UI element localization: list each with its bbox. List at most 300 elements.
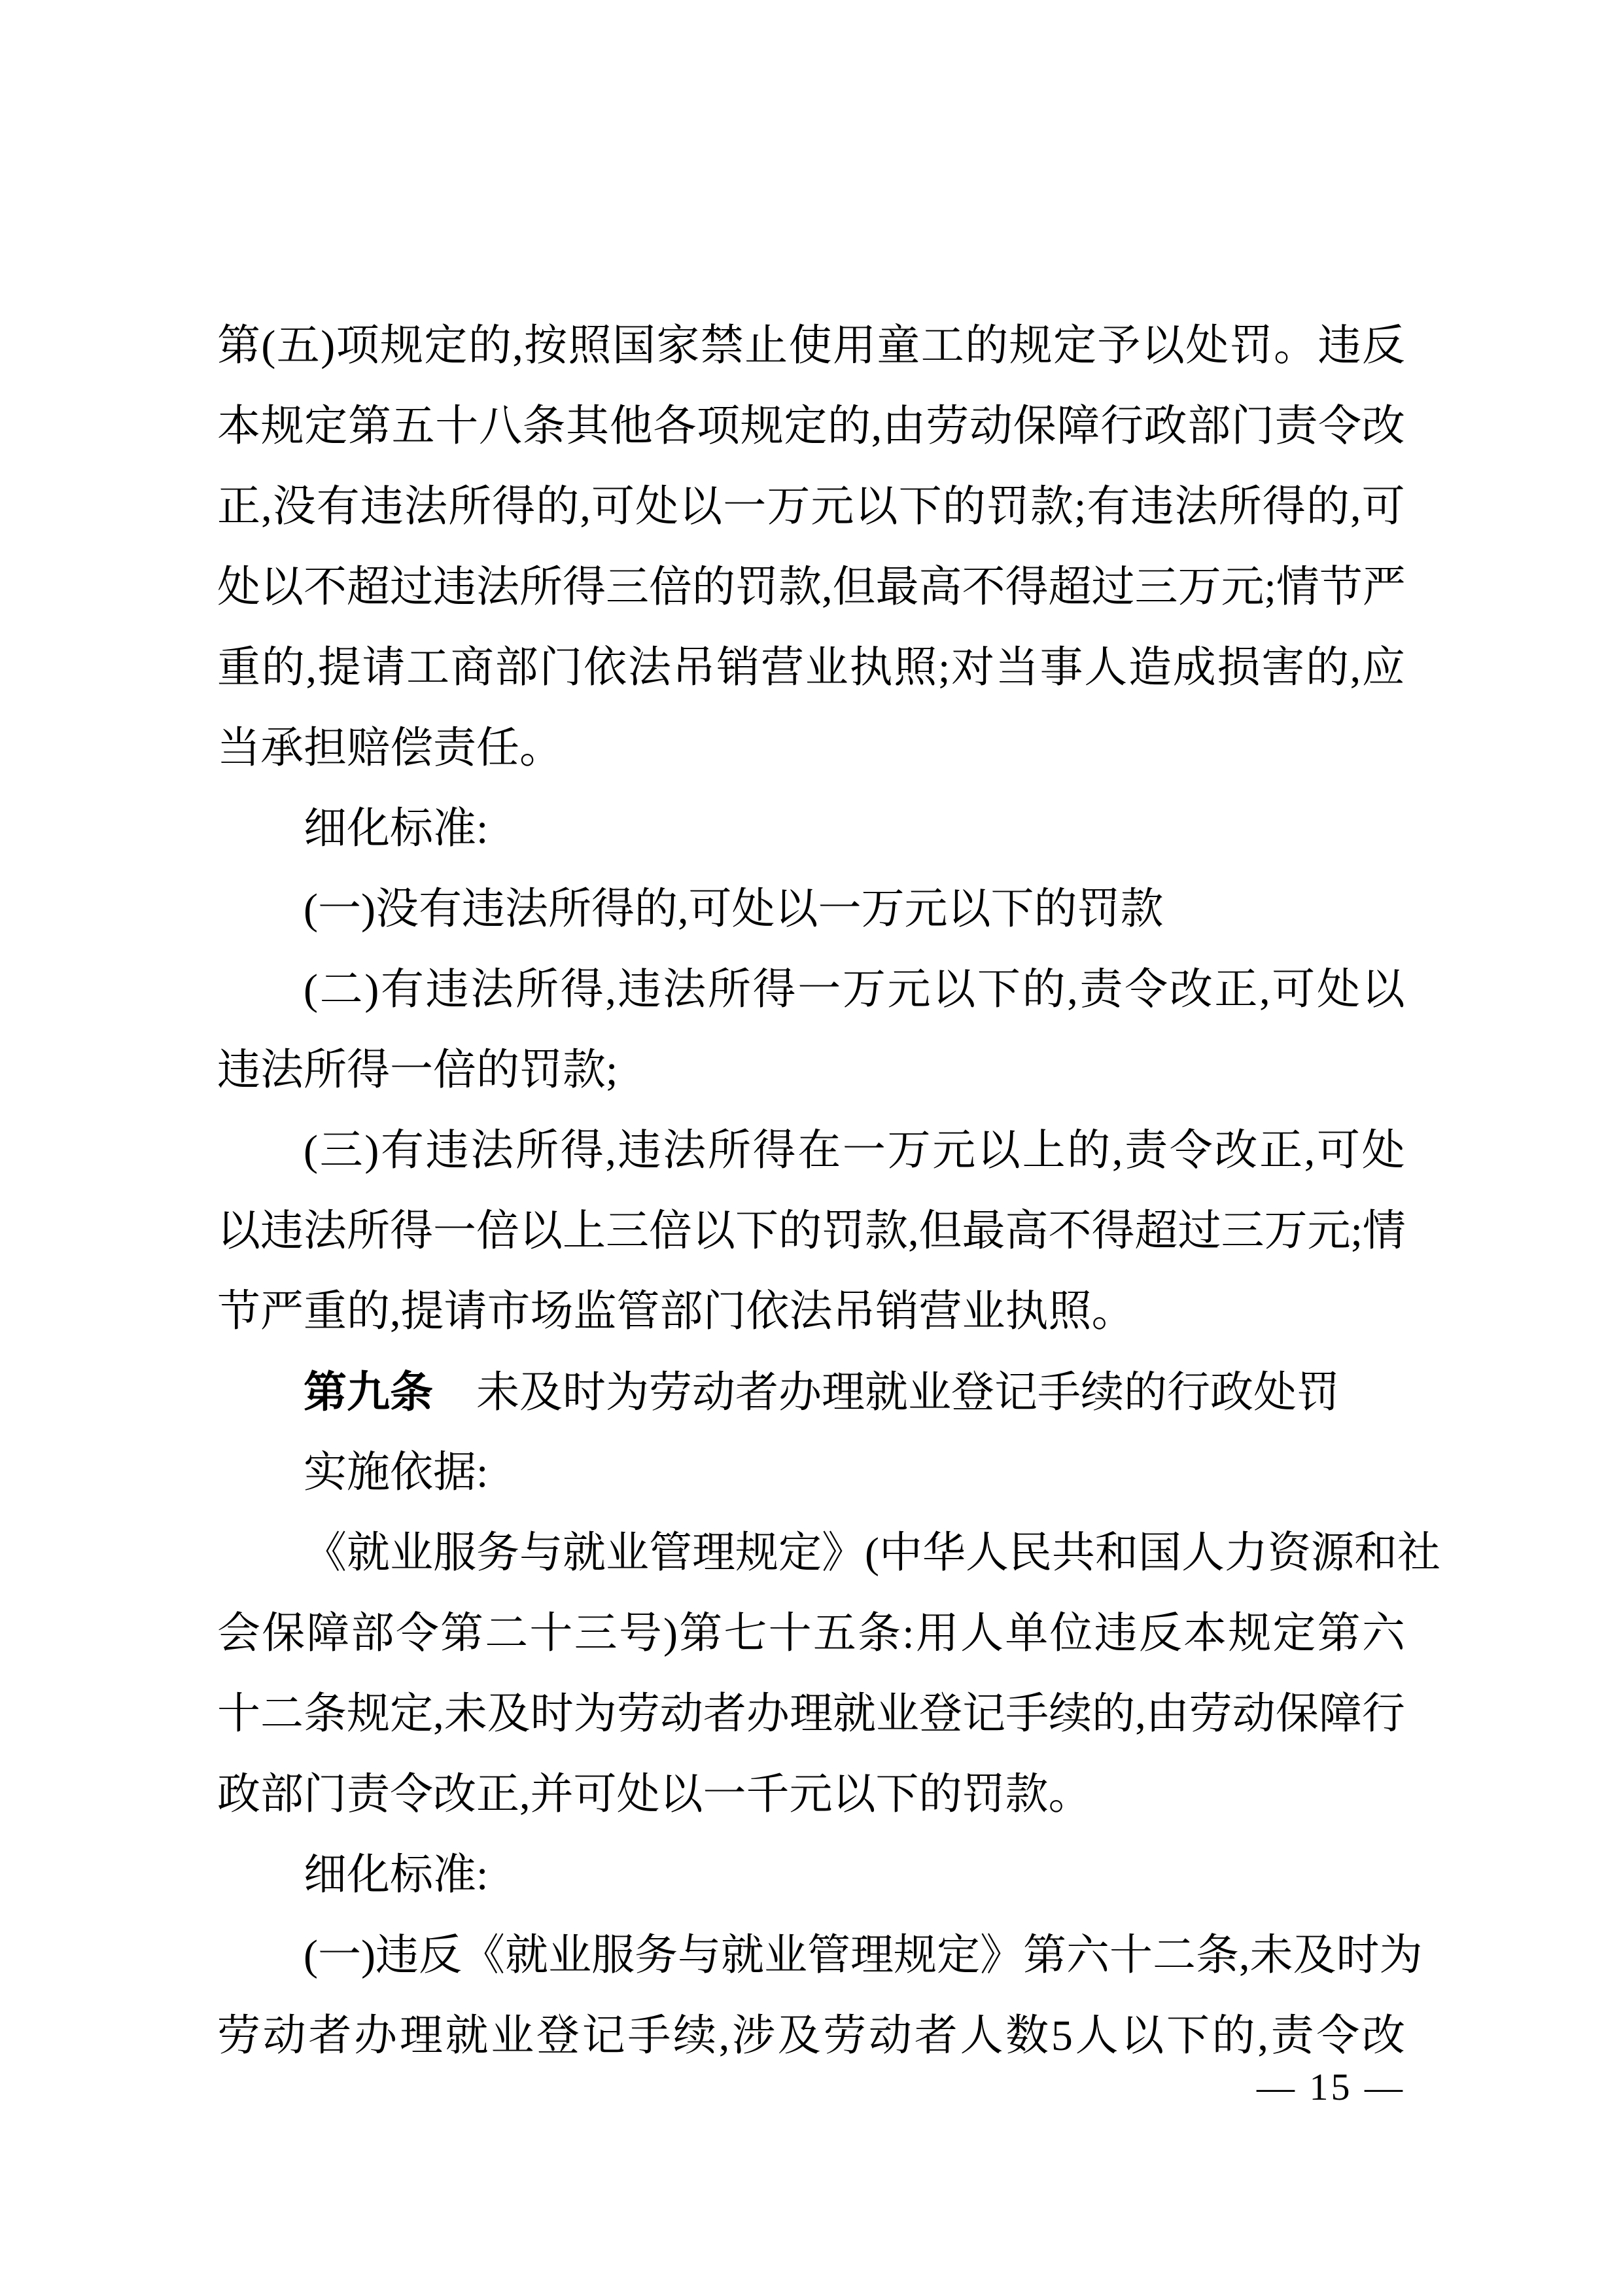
glyph: 号 (618, 1610, 662, 1657)
glyph: 违 (1318, 322, 1361, 370)
glyph: 所 (707, 966, 751, 1014)
text-line: 细化标准: (304, 805, 489, 853)
glyph: , (1350, 483, 1361, 531)
glyph: 以 (217, 1207, 260, 1255)
glyph: 正 (1259, 1127, 1303, 1174)
glyph: 门 (1230, 402, 1274, 450)
text-line (217, 627, 1405, 708)
glyph: 超 (1134, 1207, 1178, 1255)
glyph: 万 (887, 1127, 931, 1174)
glyph: 家 (656, 322, 700, 370)
glyph: 违 (425, 1127, 469, 1174)
glyph: , (718, 2012, 730, 2060)
glyph: 倍 (649, 563, 692, 611)
glyph: 共 (1051, 1529, 1095, 1577)
glyph: 位 (1049, 1610, 1093, 1657)
glyph: 所 (448, 483, 492, 531)
glyph: 十 (217, 1690, 260, 1738)
glyph: 就 (720, 1932, 764, 1979)
glyph: , (433, 1690, 444, 1738)
glyph: 情 (1276, 563, 1319, 611)
glyph: 业 (491, 2012, 534, 2060)
glyph: 违 (260, 1207, 304, 1255)
glyph: , (605, 966, 616, 1014)
glyph: 以 (1361, 966, 1405, 1014)
glyph: 以 (1121, 2012, 1164, 2060)
glyph: 超 (1048, 563, 1092, 611)
glyph: 民 (1008, 1529, 1052, 1577)
glyph: 人 (1075, 2012, 1119, 2060)
glyph: 》 (979, 1932, 1023, 1979)
glyph: 行 (1100, 402, 1143, 450)
glyph: 反 (418, 1932, 462, 1979)
glyph: 本 (1183, 1610, 1227, 1657)
glyph: 的 (942, 483, 986, 531)
glyph: 在 (797, 1127, 841, 1174)
glyph: 以 (260, 563, 304, 611)
glyph: 未 (1249, 1932, 1293, 1979)
glyph: 规 (893, 1932, 937, 1979)
glyph: 童 (877, 322, 920, 370)
glyph: 所 (707, 1127, 751, 1174)
glyph: 违 (375, 1932, 419, 1979)
glyph: 下 (977, 966, 1021, 1014)
glyph: 得 (1005, 563, 1049, 611)
glyph: ) (364, 1127, 379, 1174)
glyph: 劳 (926, 402, 969, 450)
glyph: 的 (1306, 483, 1350, 531)
glyph: 定 (936, 1932, 980, 1979)
glyph: 第 (217, 322, 260, 370)
glyph: 五 (391, 402, 435, 450)
glyph: 政 (1143, 402, 1187, 450)
glyph: 保 (1275, 1690, 1319, 1738)
glyph: 处 (1361, 1127, 1405, 1174)
glyph: 业 (390, 1529, 433, 1577)
glyph: 规 (1009, 322, 1053, 370)
glyph: 《 (461, 1932, 505, 1979)
glyph: 违 (360, 483, 404, 531)
glyph: 损 (1217, 644, 1261, 692)
glyph: 下 (735, 1207, 778, 1255)
glyph: ( (304, 1932, 318, 1979)
glyph: 各 (653, 402, 697, 450)
glyph: 就 (347, 1529, 390, 1577)
glyph: 不 (1048, 1207, 1092, 1255)
glyph: , (605, 1127, 616, 1174)
glyph: 造 (1128, 644, 1172, 692)
glyph: 第 (1022, 1932, 1066, 1979)
glyph: 严 (1362, 563, 1406, 611)
glyph: , (1067, 966, 1078, 1014)
glyph: , (908, 1207, 919, 1255)
glyph: 三 (1221, 1207, 1265, 1255)
glyph: 处 (1316, 966, 1360, 1014)
glyph: 可 (591, 483, 635, 531)
glyph: 五 (276, 322, 320, 370)
glyph: 理 (850, 1932, 894, 1979)
glyph: 的 (468, 322, 512, 370)
glyph: 上 (1022, 1127, 1066, 1174)
glyph: 劳 (1189, 1690, 1232, 1738)
glyph: 可 (1316, 1127, 1360, 1174)
glyph: 一 (723, 483, 767, 531)
glyph: 可 (1361, 483, 1405, 531)
text-line (217, 1513, 1440, 1593)
glyph: 令 (395, 1610, 439, 1657)
glyph: 源 (1310, 1529, 1354, 1577)
glyph: 和 (1353, 1529, 1397, 1577)
glyph: 倍 (649, 1207, 692, 1255)
glyph: 万 (1178, 563, 1221, 611)
glyph: , (1259, 966, 1270, 1014)
glyph: 手 (1005, 1690, 1049, 1738)
glyph: 规 (1228, 1610, 1272, 1657)
glyph: 得 (492, 483, 536, 531)
glyph: 以 (692, 1207, 735, 1255)
glyph: , (1257, 2012, 1268, 2060)
glyph: 责 (1125, 1127, 1168, 1174)
text-line: 细化标准: (304, 1851, 489, 1899)
glyph: 工 (920, 322, 964, 370)
glyph: 正 (1214, 966, 1258, 1014)
glyph: , (1350, 644, 1361, 692)
glyph: 续 (1049, 1690, 1092, 1738)
glyph: 六 (1361, 1610, 1405, 1657)
glyph: , (871, 402, 882, 450)
glyph: 的 (261, 644, 305, 692)
glyph: 最 (962, 1207, 1005, 1255)
text-line (217, 1110, 1405, 1191)
glyph: 三 (606, 563, 649, 611)
glyph: 动 (659, 1690, 703, 1738)
glyph: 障 (1318, 1690, 1362, 1738)
glyph: 责 (1079, 966, 1123, 1014)
glyph: 执 (849, 644, 893, 692)
glyph: 障 (306, 1610, 350, 1657)
glyph: 业 (805, 644, 848, 692)
glyph: 万 (767, 483, 811, 531)
glyph: ; (1350, 1207, 1363, 1255)
text-line: 节严重的,提请市场监管部门依法吊销营业执照。 (217, 1288, 1135, 1335)
glyph: ; (1264, 563, 1276, 611)
glyph: 定 (1053, 322, 1096, 370)
glyph: 十 (529, 1610, 573, 1657)
glyph: 条 (304, 1690, 347, 1738)
glyph: 有 (1087, 483, 1130, 531)
glyph: 令 (1316, 2012, 1360, 2060)
glyph: 务 (476, 1529, 519, 1577)
glyph: 违 (618, 1127, 661, 1174)
glyph: 就 (445, 2012, 489, 2060)
glyph: 定 (390, 1690, 434, 1738)
glyph: 二 (485, 1610, 529, 1657)
glyph: 违 (433, 563, 476, 611)
document-body (217, 306, 1440, 2076)
glyph: 部 (351, 1610, 394, 1657)
glyph: 定 (1272, 1610, 1316, 1657)
glyph: 劳 (823, 2012, 867, 2060)
glyph: 没 (272, 483, 316, 531)
glyph: 以 (519, 1207, 563, 1255)
glyph: 万 (842, 966, 886, 1014)
glyph: 由 (882, 402, 926, 450)
glyph: 罚 (1229, 322, 1273, 370)
glyph: 予 (1097, 322, 1141, 370)
glyph: 处 (217, 563, 260, 611)
glyph: 的 (778, 1207, 822, 1255)
glyph: 及 (1293, 1932, 1336, 1979)
glyph: 规 (740, 402, 784, 450)
glyph: 反 (1138, 1610, 1182, 1657)
glyph: 规 (735, 1529, 778, 1577)
glyph: , (261, 483, 272, 531)
glyph: 止 (744, 322, 788, 370)
glyph: 时 (530, 1690, 574, 1738)
glyph: 人 (960, 2012, 1003, 2060)
glyph: 就 (563, 1529, 606, 1577)
glyph: 得 (560, 966, 604, 1014)
glyph: 的 (536, 483, 580, 531)
glyph: 单 (1005, 1610, 1049, 1657)
glyph: 令 (1169, 1127, 1213, 1174)
glyph: 违 (425, 966, 469, 1014)
glyph: 应 (1361, 644, 1405, 692)
glyph: 罚 (735, 563, 778, 611)
glyph: 违 (1130, 483, 1174, 531)
glyph: 中 (879, 1529, 922, 1577)
text-line: 政部门责令改正,并可处以一千元以下的罚款。 (217, 1771, 1092, 1818)
glyph: , (305, 644, 317, 692)
glyph: 门 (539, 644, 583, 692)
glyph: 登 (919, 1690, 963, 1738)
glyph: 二 (1152, 1932, 1196, 1979)
glyph: 照 (568, 322, 612, 370)
glyph: 有 (380, 966, 424, 1014)
glyph: 定 (784, 402, 828, 450)
article-number: 第九条 (304, 1368, 433, 1416)
glyph: 理 (692, 1529, 735, 1577)
glyph: 保 (1013, 402, 1056, 450)
glyph: 的 (1092, 1690, 1136, 1738)
glyph: 为 (573, 1690, 617, 1738)
glyph: 商 (450, 644, 494, 692)
glyph: 以 (977, 1127, 1021, 1174)
glyph: 一 (433, 1207, 476, 1255)
glyph: 令 (1125, 966, 1168, 1014)
glyph: 所 (347, 1207, 390, 1255)
glyph: 事 (1039, 644, 1083, 692)
glyph: , (512, 322, 523, 370)
glyph: 力 (1224, 1529, 1268, 1577)
glyph: 他 (609, 402, 653, 450)
glyph: 理 (789, 1690, 833, 1738)
text-line: (一)没有违法所得的,可处以一万元以下的罚款 (304, 885, 1164, 933)
text-line: 违法所得一倍的罚款; (217, 1046, 618, 1094)
glyph: 的 (827, 402, 871, 450)
glyph: 法 (663, 966, 707, 1014)
glyph: 情 (1362, 1207, 1406, 1255)
glyph: 的 (1067, 1127, 1111, 1174)
text-line (217, 386, 1405, 467)
glyph: 所 (515, 1127, 559, 1174)
article-heading: 未及时为劳动者办理就业登记手续的行政处罚 (476, 1369, 1340, 1417)
glyph: 元 (932, 1127, 976, 1174)
glyph: 条 (1195, 1932, 1239, 1979)
glyph: 5 (1051, 2012, 1073, 2060)
page-number: — 15 — (1257, 2066, 1405, 2108)
text-line (217, 467, 1405, 547)
glyph: , (1111, 1127, 1123, 1174)
glyph: 法 (476, 563, 519, 611)
glyph: 办 (746, 1690, 790, 1738)
glyph: 罚 (986, 483, 1030, 531)
glyph: 动 (969, 402, 1013, 450)
glyph: 社 (1397, 1529, 1440, 1577)
glyph: 续 (673, 2012, 717, 2060)
glyph: 者 (703, 1690, 746, 1738)
glyph: 法 (663, 1127, 707, 1174)
glyph: 华 (922, 1529, 966, 1577)
glyph: 款 (1030, 483, 1073, 531)
glyph: 其 (566, 402, 610, 450)
glyph: 未 (444, 1690, 487, 1738)
glyph: 得 (1091, 1207, 1135, 1255)
glyph: 业 (876, 1690, 919, 1738)
glyph: 得 (752, 1127, 796, 1174)
glyph: 不 (962, 563, 1005, 611)
glyph: 国 (612, 322, 655, 370)
glyph: 依 (584, 644, 627, 692)
glyph: 可 (1272, 966, 1316, 1014)
glyph: 与 (677, 1932, 721, 1979)
glyph: 动 (1232, 1690, 1276, 1738)
glyph: 管 (649, 1529, 692, 1577)
glyph: 法 (627, 644, 671, 692)
glyph: 会 (217, 1610, 260, 1657)
glyph: 部 (1187, 402, 1231, 450)
glyph: 责 (1274, 402, 1318, 450)
text-line (217, 1915, 1423, 1996)
glyph: 禁 (700, 322, 744, 370)
glyph: 高 (1005, 1207, 1049, 1255)
text-line (217, 949, 1405, 1030)
glyph: 一 (317, 1932, 361, 1979)
glyph: 吊 (672, 644, 716, 692)
text-line (217, 1674, 1405, 1754)
glyph: ( (261, 322, 276, 370)
glyph: 倍 (476, 1207, 519, 1255)
glyph: 人 (960, 1610, 1003, 1657)
glyph: 条 (858, 1610, 901, 1657)
glyph: 部 (495, 644, 538, 692)
glyph: 以 (854, 483, 898, 531)
glyph: 涉 (731, 2012, 775, 2060)
glyph: 业 (548, 1932, 591, 1979)
glyph: 成 (1172, 644, 1216, 692)
glyph: 十 (1109, 1932, 1153, 1979)
glyph: 但 (832, 563, 876, 611)
glyph: 元 (811, 483, 854, 531)
glyph: 保 (262, 1610, 305, 1657)
text-line (217, 1593, 1405, 1674)
glyph: 工 (406, 644, 450, 692)
glyph: 项 (336, 322, 379, 370)
glyph: 时 (1336, 1932, 1380, 1979)
glyph: 记 (962, 1690, 1006, 1738)
glyph: 二 (319, 966, 363, 1014)
glyph: 六 (1066, 1932, 1109, 1979)
glyph: 营 (761, 644, 805, 692)
glyph: 有 (316, 483, 360, 531)
glyph: 规 (380, 322, 423, 370)
glyph: 第 (440, 1610, 484, 1657)
glyph: 务 (634, 1932, 678, 1979)
glyph: 改 (1361, 402, 1405, 450)
glyph: 人 (965, 1529, 1009, 1577)
glyph: 有 (380, 1127, 424, 1174)
glyph: 资 (1267, 1529, 1311, 1577)
glyph: 用 (915, 1610, 959, 1657)
glyph: 理 (399, 2012, 443, 2060)
glyph: 过 (390, 563, 433, 611)
glyph: 请 (362, 644, 406, 692)
glyph: 。 (1274, 322, 1318, 370)
glyph: 法 (304, 1207, 347, 1255)
glyph: 的 (965, 322, 1009, 370)
glyph: 万 (1264, 1207, 1308, 1255)
glyph: 的 (1212, 2012, 1255, 2060)
glyph: 动 (262, 2012, 306, 2060)
glyph: 三 (606, 1207, 649, 1255)
glyph: 三 (319, 1127, 363, 1174)
glyph: 规 (260, 402, 304, 450)
glyph: 业 (763, 1932, 807, 1979)
glyph: 高 (918, 563, 962, 611)
glyph: 的 (692, 563, 735, 611)
glyph: 一 (797, 966, 841, 1014)
glyph: 得 (1262, 483, 1306, 531)
glyph: 过 (1091, 563, 1135, 611)
glyph: ( (304, 1127, 318, 1174)
glyph: 管 (807, 1932, 850, 1979)
glyph: 正 (217, 483, 260, 531)
glyph: 条 (522, 402, 566, 450)
glyph: 第 (347, 402, 391, 450)
glyph: 三 (574, 1610, 618, 1657)
glyph: 得 (563, 563, 606, 611)
text-line (217, 306, 1405, 386)
glyph: 元 (1307, 1207, 1351, 1255)
glyph: 款 (778, 563, 822, 611)
glyph: 业 (606, 1529, 649, 1577)
glyph: 得 (560, 1127, 604, 1174)
glyph: 改 (1169, 966, 1213, 1014)
text-line: 当承担赔偿责任。 (217, 724, 563, 772)
glyph: 上 (563, 1207, 606, 1255)
glyph: 定 (304, 402, 348, 450)
glyph: , (822, 563, 833, 611)
glyph: 由 (1145, 1690, 1189, 1738)
glyph: ( (304, 966, 318, 1014)
glyph: 法 (1174, 483, 1218, 531)
glyph: ; (1073, 483, 1087, 531)
glyph: 劳 (616, 1690, 660, 1738)
glyph: 以 (1141, 322, 1185, 370)
glyph: 者 (308, 2012, 352, 2060)
glyph: 法 (404, 483, 447, 531)
glyph: ) (364, 966, 379, 1014)
